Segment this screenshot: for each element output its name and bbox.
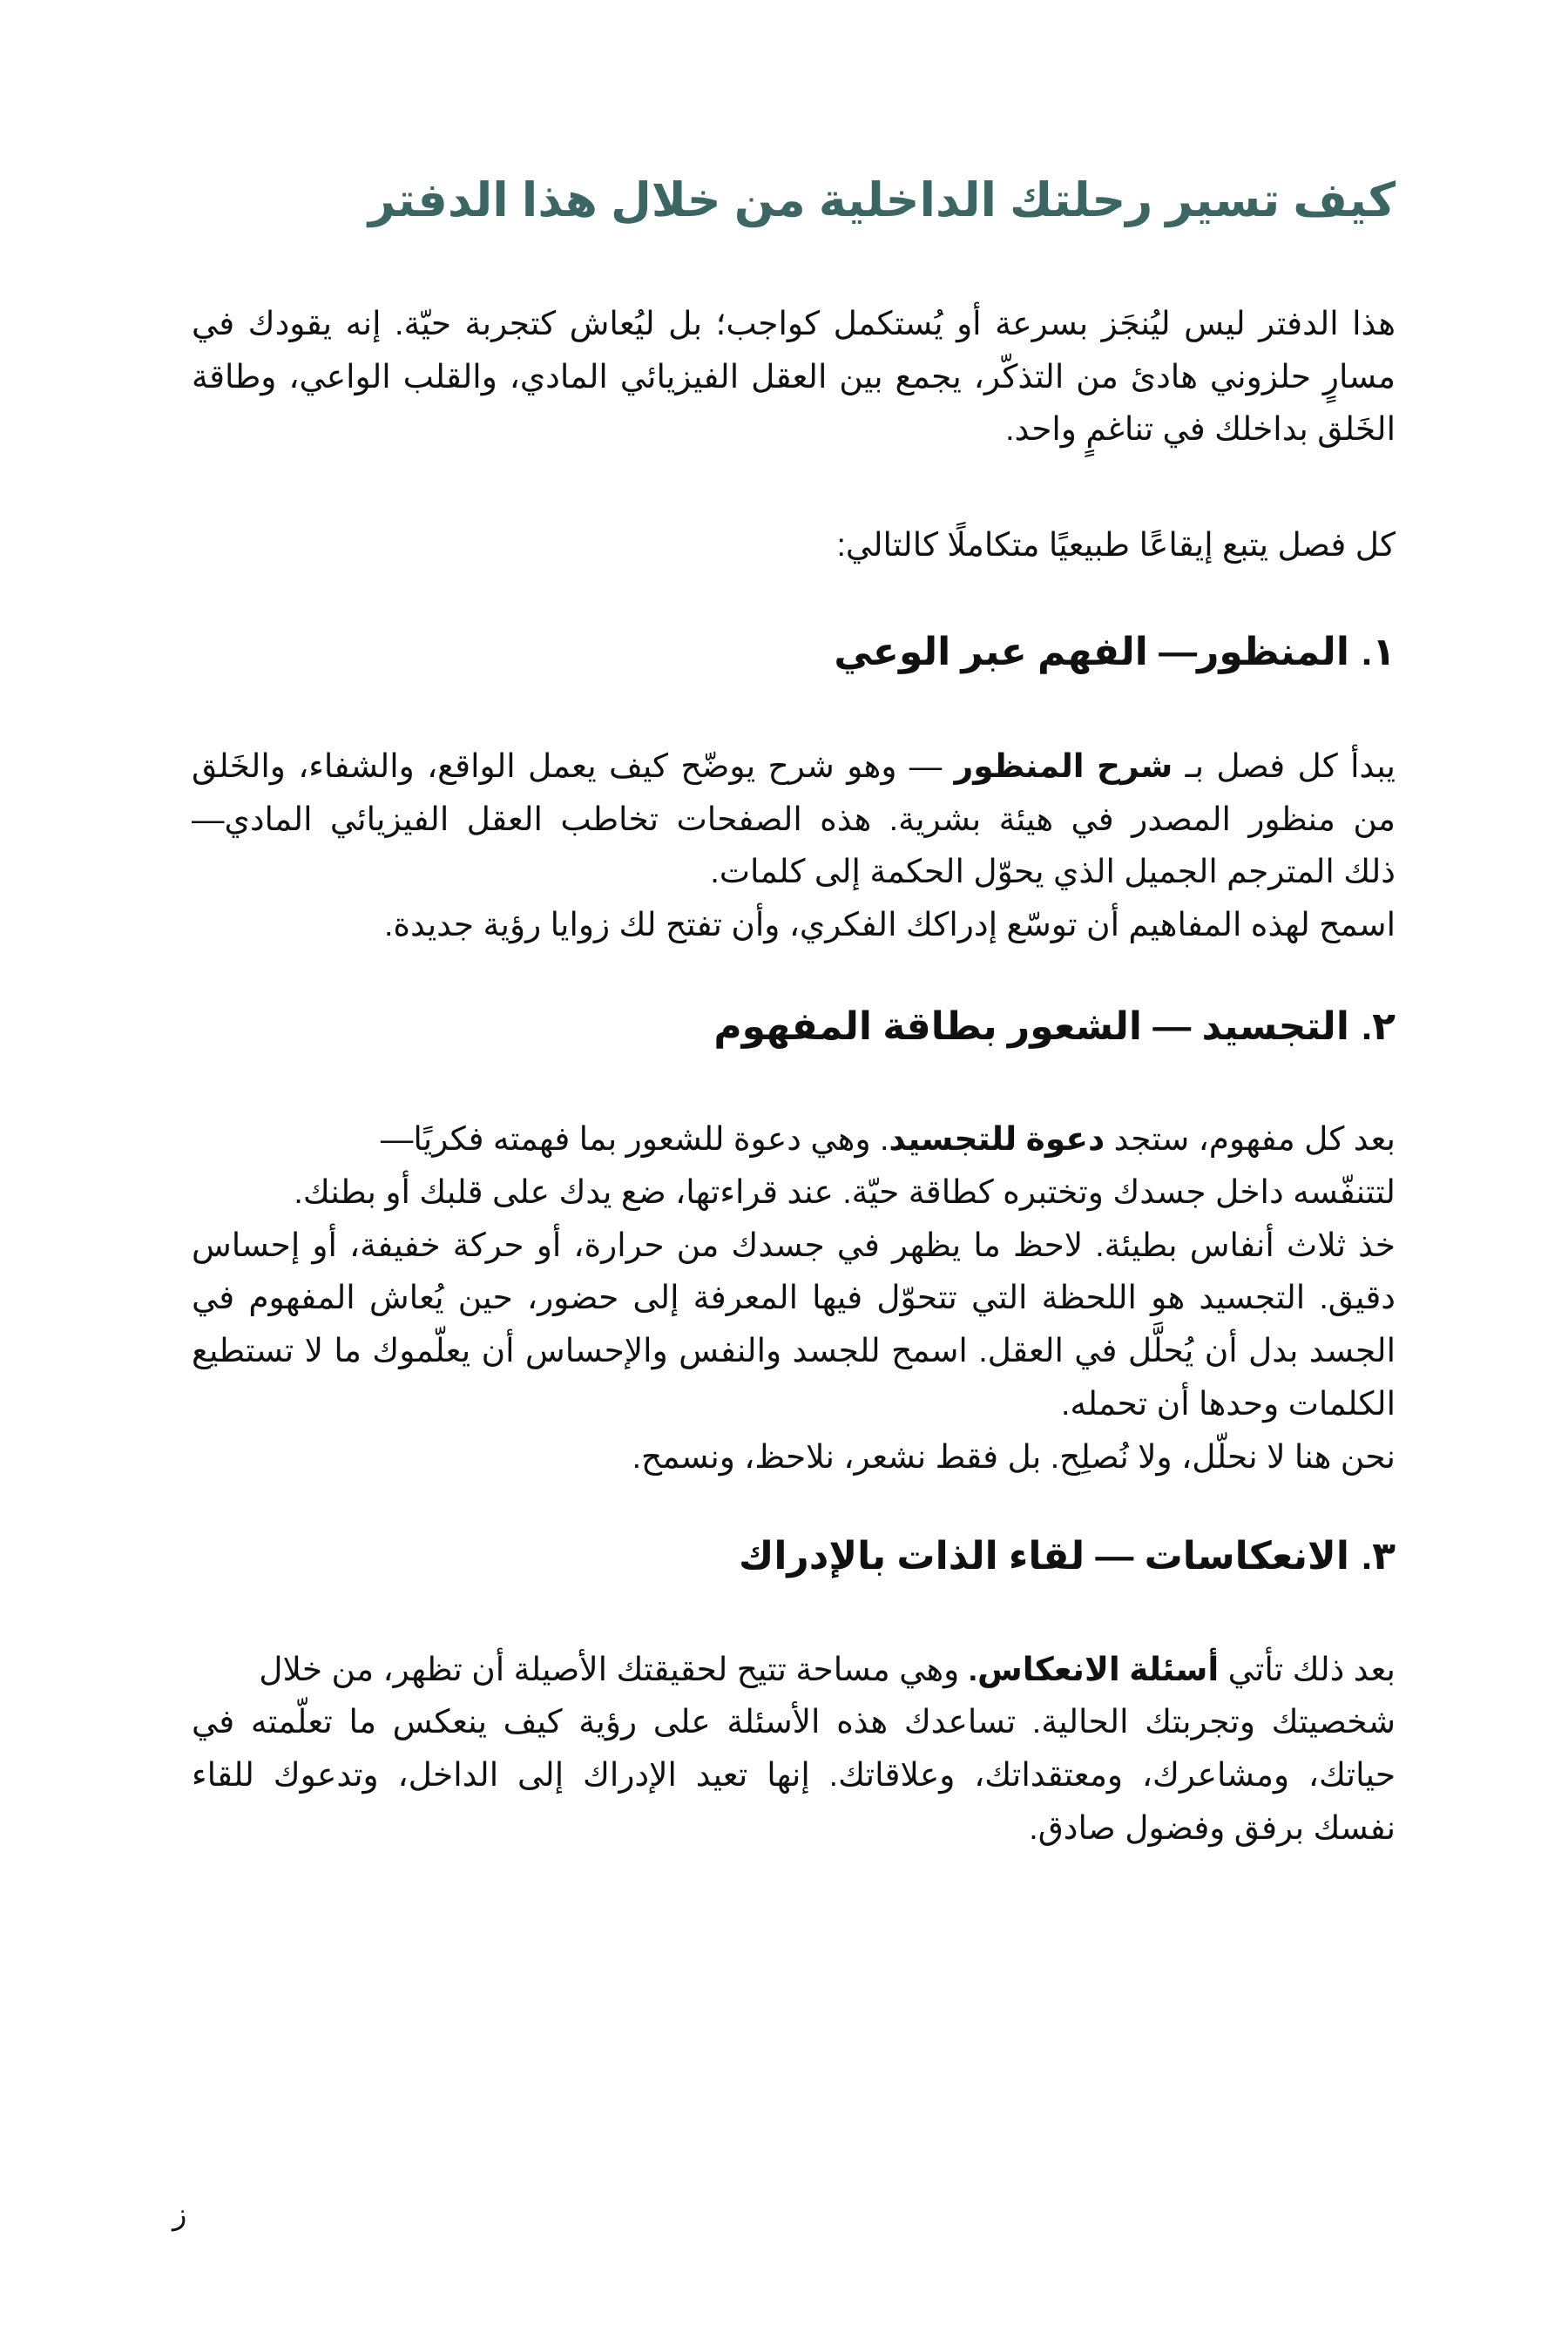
section-heading-main: الانعكاسات bbox=[1144, 1535, 1349, 1578]
paragraph-line: شخصيتك وتجربتك الحالية. تساعدك هذه الأسئلة على رؤية كيف ينعكس ما تعلّمته في bbox=[192, 1703, 1396, 1740]
text-run: يبدأ كل فصل بـ bbox=[1173, 747, 1396, 784]
text-run: بعد ذلك تأتي bbox=[1219, 1650, 1396, 1687]
section-heading-dash: — bbox=[1152, 1004, 1192, 1048]
bold-term: أسئلة الانعكاس. bbox=[968, 1650, 1220, 1687]
bold-term: شرح المنظور bbox=[954, 747, 1173, 784]
section-number: ٣. bbox=[1361, 1535, 1396, 1578]
section-heading-dash: — bbox=[1159, 630, 1198, 673]
paragraph-line: دقيق. التجسيد هو اللحظة التي تتحوّل فيها المعرفة إلى حضور، حين يُعاش المفهوم في bbox=[192, 1279, 1396, 1316]
text-run: وهي مساحة تتيح لحقيقتك الأصيلة أن تظهر، من خلال bbox=[259, 1650, 969, 1687]
paragraph-line bbox=[192, 1112, 1396, 1166]
rhythm-paragraph: كل فصل يتبع إيقاعًا طبيعيًا متكاملًا كالتالي: bbox=[836, 526, 1396, 564]
text-run: بعد كل مفهوم، ستجد bbox=[1105, 1120, 1396, 1158]
section-heading-rest: الشعور بطاقة المفهوم bbox=[713, 1004, 1142, 1048]
section-heading-dash: — bbox=[1095, 1535, 1134, 1578]
section-heading-embodiment bbox=[192, 1002, 1396, 1051]
section-paragraph-reflections bbox=[192, 1643, 1396, 1855]
paragraph-line bbox=[192, 1643, 1396, 1696]
page-title: كيف تسير رحلتك الداخلية من خلال هذا الدفتر bbox=[368, 174, 1396, 226]
paragraph-line: نحن هنا لا نحلّل، ولا نُصلِح. بل فقط نشعر، نلاحظ، ونسمح. bbox=[632, 1437, 1396, 1475]
section-number: ١. bbox=[1361, 630, 1396, 673]
section-heading-main: المنظور bbox=[1197, 630, 1349, 673]
section-heading-rest: لقاء الذات بالإدراك bbox=[739, 1535, 1085, 1578]
paragraph-line: خذ ثلاث أنفاس بطيئة. لاحظ ما يظهر في جسدك من حرارة، أو حركة خفيفة، أو إحساس bbox=[192, 1226, 1396, 1263]
text-run: — وهو شرح يوضّح كيف يعمل الواقع، والشفاء، والخَلق bbox=[192, 747, 955, 784]
paragraph-line: الكلمات وحدها أن تحمله. bbox=[1060, 1384, 1396, 1422]
paragraph-line: من منظور المصدر في هيئة بشرية. هذه الصفحات تخاطب العقل الفيزيائي المادي— bbox=[192, 800, 1396, 837]
paragraph-line bbox=[192, 740, 1396, 793]
paragraph-line: نفسك برفق وفضول صادق. bbox=[1029, 1808, 1396, 1846]
paragraph-line: ذلك المترجم الجميل الذي يحوّل الحكمة إلى كلمات. bbox=[710, 853, 1396, 890]
bold-term: دعوة للتجسيد bbox=[889, 1120, 1105, 1158]
section-heading-perspective bbox=[192, 627, 1396, 677]
section-paragraph-embodiment bbox=[192, 1112, 1396, 1483]
paragraph-line: الجسد بدل أن يُحلَّل في العقل. اسمح للجسد والنفس والإحساس أن يعلّموك ما لا تستطيع bbox=[192, 1332, 1396, 1369]
page-number: ز bbox=[172, 2198, 187, 2231]
intro-line-3: الخَلق بداخلك في تناغمٍ واحد. bbox=[1005, 410, 1396, 448]
section-heading-main: التجسيد bbox=[1201, 1004, 1349, 1048]
section-heading-rest: الفهم عبر الوعي bbox=[834, 630, 1148, 673]
section-number: ٢. bbox=[1361, 1004, 1396, 1048]
intro-paragraph bbox=[192, 297, 1396, 456]
paragraph-line: لتتنفّسه داخل جسدك وتختبره كطاقة حيّة. عند قراءتها، ضع يدك على قلبك أو بطنك. bbox=[294, 1173, 1396, 1210]
text-run: . وهي دعوة للشعور بما فهمته فكريًا— bbox=[380, 1120, 889, 1158]
paragraph-line: حياتك، ومشاعرك، ومعتقداتك، وعلاقاتك. إنها تعيد الإدراك إلى الداخل، وتدعوك للقاء bbox=[192, 1756, 1396, 1794]
section-heading-reflections bbox=[192, 1531, 1396, 1581]
intro-line-2: مسارٍ حلزوني هادئ من التذكّر، يجمع بين العقل الفيزيائي المادي، والقلب الواعي، وطاقة bbox=[192, 357, 1396, 395]
intro-line-1: هذا الدفتر ليس ليُنجَز بسرعة أو يُستكمل كواجب؛ بل ليُعاش كتجربة حيّة. إنه يقودك في bbox=[192, 304, 1396, 341]
section-paragraph-perspective bbox=[192, 740, 1396, 951]
paragraph-line: اسمح لهذه المفاهيم أن توسّع إدراكك الفكري، وأن تفتح لك زوايا رؤية جديدة. bbox=[383, 906, 1396, 943]
